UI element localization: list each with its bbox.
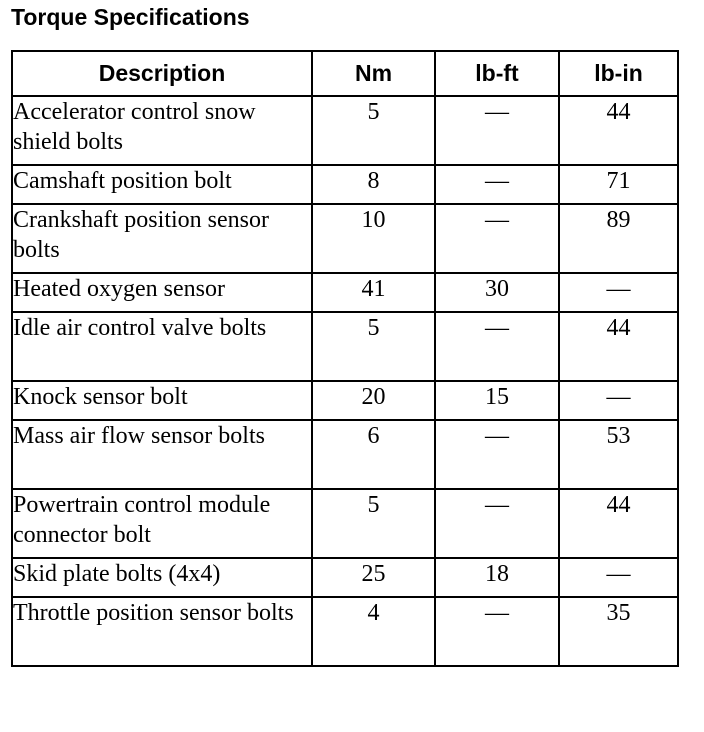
table-row — [12, 273, 678, 312]
row-lb-in: — — [559, 381, 678, 420]
row-lb-in: 53 — [559, 420, 678, 489]
table-row — [12, 312, 678, 381]
row-nm: 5 — [312, 489, 435, 558]
row-nm: 8 — [312, 165, 435, 204]
header-lb-in: lb-in — [559, 51, 678, 96]
row-description: Throttle position sensor bolts — [12, 597, 312, 666]
table-row — [12, 489, 678, 558]
page-title: Torque Specifications — [11, 4, 250, 30]
torque-spec-table — [11, 50, 679, 667]
table-row — [12, 96, 678, 165]
row-nm: 6 — [312, 420, 435, 489]
row-lb-in: 35 — [559, 597, 678, 666]
row-description: Camshaft position bolt — [12, 165, 312, 204]
table-row — [12, 165, 678, 204]
row-description: Idle air control valve bolts — [12, 312, 312, 381]
row-lb-ft: — — [435, 165, 559, 204]
table-row — [12, 204, 678, 273]
row-nm: 20 — [312, 381, 435, 420]
row-lb-in: 44 — [559, 96, 678, 165]
row-description: Heated oxygen sensor — [12, 273, 312, 312]
row-nm: 5 — [312, 96, 435, 165]
row-description: Mass air flow sensor bolts — [12, 420, 312, 489]
row-description: Crankshaft position sensor bolts — [12, 204, 312, 273]
row-lb-ft: — — [435, 312, 559, 381]
header-description: Description — [12, 51, 312, 96]
table-row — [12, 597, 678, 666]
table-row — [12, 420, 678, 489]
row-description: Accelerator control snow shield bolts — [12, 96, 312, 165]
header-nm: Nm — [312, 51, 435, 96]
table-header-row — [12, 51, 678, 96]
row-lb-in: 89 — [559, 204, 678, 273]
row-lb-in: 44 — [559, 489, 678, 558]
table-row — [12, 381, 678, 420]
row-lb-ft: — — [435, 597, 559, 666]
row-lb-ft: 18 — [435, 558, 559, 597]
row-description: Powertrain control module connector bolt — [12, 489, 312, 558]
row-lb-ft: — — [435, 204, 559, 273]
row-nm: 41 — [312, 273, 435, 312]
row-nm: 10 — [312, 204, 435, 273]
row-nm: 25 — [312, 558, 435, 597]
row-lb-ft: — — [435, 96, 559, 165]
header-lb-ft: lb-ft — [435, 51, 559, 96]
row-lb-in: 71 — [559, 165, 678, 204]
row-nm: 5 — [312, 312, 435, 381]
row-nm: 4 — [312, 597, 435, 666]
row-lb-ft: 15 — [435, 381, 559, 420]
row-description: Knock sensor bolt — [12, 381, 312, 420]
row-lb-in: 44 — [559, 312, 678, 381]
row-lb-ft: 30 — [435, 273, 559, 312]
table-row — [12, 558, 678, 597]
row-lb-ft: — — [435, 420, 559, 489]
row-lb-ft: — — [435, 489, 559, 558]
row-lb-in: — — [559, 273, 678, 312]
row-lb-in: — — [559, 558, 678, 597]
row-description: Skid plate bolts (4x4) — [12, 558, 312, 597]
